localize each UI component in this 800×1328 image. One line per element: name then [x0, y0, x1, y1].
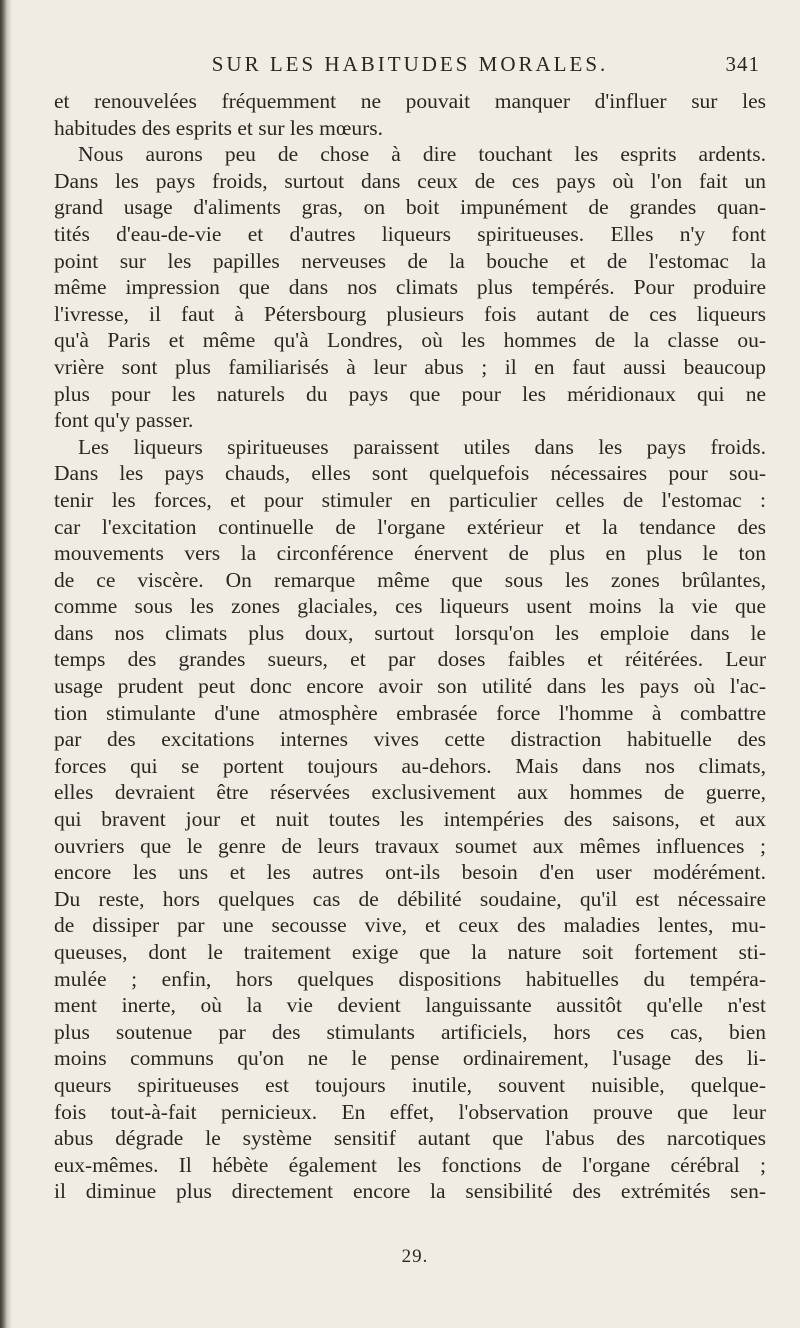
text-line: queuses, dont le traitement exige que la nature soit fortement sti- — [54, 940, 766, 964]
text-line: Les liqueurs spiritueuses paraissent utiles dans les pays froids. — [78, 434, 766, 459]
text-line: tités d'eau-de-vie et d'autres liqueurs spiritueuses. Elles n'y font — [54, 221, 766, 246]
text-line: comme sous les zones glaciales, ces liqueurs usent moins la vie que — [54, 594, 766, 619]
text-line: queurs spiritueuses est toujours inutile, souvent nuisible, quelque- — [54, 1072, 766, 1097]
text-line: vrière sont plus familiarisés à leur abus ; il en faut aussi beaucoup — [54, 354, 766, 379]
scan-binding-edge — [0, 0, 12, 1328]
text-line: usage prudent peut donc encore avoir son utilité dans les pays où l'ac- — [54, 674, 766, 699]
text-line: habitudes des esprits et sur les mœurs. — [54, 115, 384, 140]
text-line: plus pour les naturels du pays que pour les méridionaux qui ne — [54, 381, 766, 406]
text-line: Dans les pays chauds, elles sont quelquefois nécessaires pour sou- — [54, 461, 766, 486]
text-line: mulée ; enfin, hors quelques dispositions habituelles du tempéra- — [54, 966, 766, 991]
text-line: abus dégrade le système sensitif autant que l'abus des narcotiques — [54, 1126, 766, 1151]
running-title: SUR LES HABITUDES MORALES. — [211, 52, 609, 76]
text-line: il diminue plus directement encore la sensibilité des extrémités sen- — [54, 1179, 766, 1204]
text-line: et renouvelées fréquemment ne pouvait manquer d'influer sur les — [54, 89, 766, 113]
page-number: 341 — [725, 52, 760, 76]
text-line: forces qui se portent toujours au-dehors. Mais dans nos climats, — [54, 753, 766, 778]
running-header — [54, 52, 766, 88]
text-line: grand usage d'aliments gras, on boit impunément de grandes quan- — [54, 195, 766, 220]
text-line: ouvriers que le genre de leurs travaux soumet aux mêmes influences ; — [54, 833, 766, 858]
text-line: encore les uns et les autres ont-ils besoin d'en user modérément. — [54, 860, 766, 885]
text-line: qu'à Paris et même qu'à Londres, où les hommes de la classe ou- — [54, 328, 766, 353]
text-line: eux-mêmes. Il hébète également les fonctions de l'organe cérébral ; — [54, 1152, 766, 1177]
text-line: de ce viscère. On remarque même que sous les zones brûlantes, — [54, 567, 766, 592]
text-line: temps des grandes sueurs, et par doses faibles et réitérées. Leur — [54, 647, 766, 672]
text-line: elles devraient être réservées exclusivement aux hommes de guerre, — [54, 780, 766, 805]
text-line: car l'excitation continuelle de l'organe extérieur et la tendance des — [54, 514, 766, 539]
text-line: font qu'y passer. — [54, 408, 194, 433]
text-line: même impression que dans nos climats plus tempérés. Pour produire — [54, 275, 766, 300]
body-text — [54, 88, 766, 1205]
text-line: par des excitations internes vives cette distraction habituelle des — [54, 727, 766, 752]
text-line: tion stimulante d'une atmosphère embrasée force l'homme à combattre — [54, 700, 766, 725]
text-line: Nous aurons peu de chose à dire touchant les esprits ardents. — [78, 142, 766, 167]
text-line: moins communs qu'on ne le pense ordinairement, l'usage des li- — [54, 1046, 766, 1071]
text-line: mouvements vers la circonférence énervent de plus en plus le ton — [54, 541, 766, 566]
text-line: point sur les papilles nerveuses de la bouche et de l'estomac la — [54, 248, 766, 273]
signature-mark: 29. — [401, 1246, 429, 1267]
text-line: plus soutenue par des stimulants artificiels, hors ces cas, bien — [54, 1019, 766, 1044]
text-line: l'ivresse, il faut à Pétersbourg plusieurs fois autant de ces liqueurs — [54, 301, 766, 326]
text-line: qui bravent jour et nuit toutes les intempéries des saisons, et aux — [54, 807, 766, 832]
text-line: tenir les forces, et pour stimuler en particulier celles de l'estomac : — [54, 487, 766, 512]
text-line: Dans les pays froids, surtout dans ceux de ces pays où l'on fait un — [54, 168, 766, 193]
text-line: ment inerte, où la vie devient languissante aussitôt qu'elle n'est — [54, 993, 766, 1018]
text-line: de dissiper par une secousse vive, et ceux des maladies lentes, mu- — [54, 913, 766, 938]
text-line: fois tout-à-fait pernicieux. En effet, l'observation prouve que leur — [54, 1099, 766, 1124]
book-page — [54, 52, 766, 1205]
text-line: dans nos climats plus doux, surtout lorsqu'on les emploie dans le — [54, 620, 766, 645]
text-line: Du reste, hors quelques cas de débilité soudaine, qu'il est nécessaire — [54, 886, 766, 911]
